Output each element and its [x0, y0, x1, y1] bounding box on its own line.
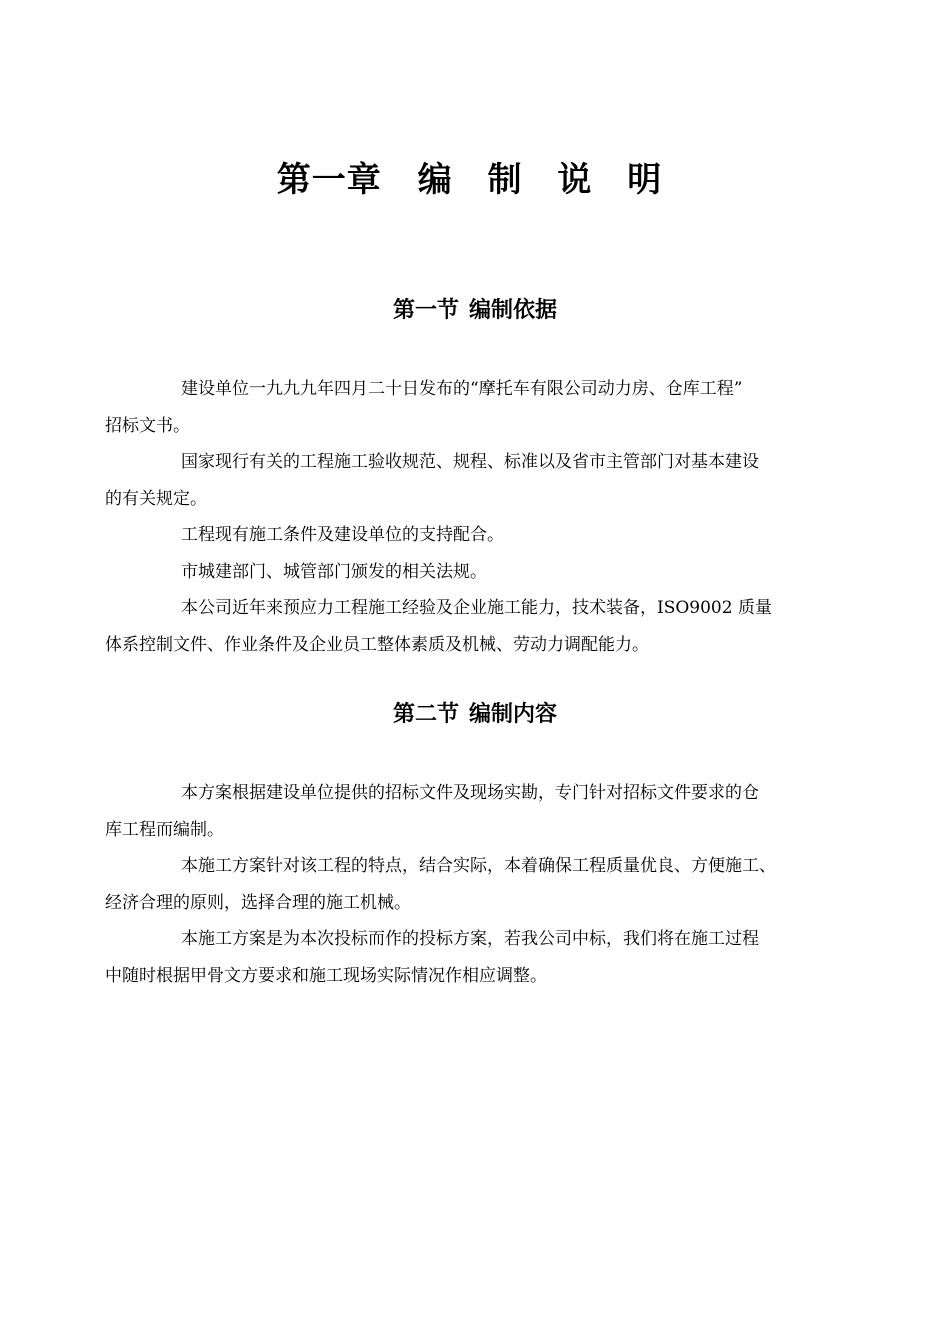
- paragraph-line: 本公司近年来预应力工程施工经验及企业施工能力，技术装备，ISO9002 质量: [181, 598, 772, 618]
- paragraph: [143, 517, 843, 554]
- chapter-name: 编 制 说 明: [417, 160, 674, 200]
- paragraph-line: 市城建部门、城管部门颁发的相关法规。: [181, 561, 487, 582]
- paragraph: [105, 848, 843, 921]
- paragraph: [105, 921, 843, 994]
- section-name: 编制内容: [469, 702, 558, 727]
- paragraph-line: 库工程而编制。: [105, 819, 224, 840]
- paragraph-line: 本方案根据建设单位提供的招标文件及现场实勘，专门针对招标文件要求的仓: [181, 783, 759, 803]
- paragraph: [105, 775, 843, 848]
- chapter-title: [0, 155, 950, 205]
- paragraph: [105, 590, 843, 663]
- paragraph-line: 本施工方案是为本次投标而作的投标方案，若我公司中标，我们将在施工过程: [181, 929, 759, 949]
- paragraph-line: 国家现行有关的工程施工验收规范、规程、标准以及省市主管部门对基本建设: [181, 452, 759, 472]
- paragraph-line: 体系控制文件、作业条件及企业员工整体素质及机械、劳动力调配能力。: [105, 634, 649, 655]
- paragraph-line: 经济合理的原则，选择合理的施工机械。: [105, 892, 411, 913]
- paragraph-line: 本施工方案针对该工程的特点，结合实际，本着确保工程质量优良、方便施工、: [181, 856, 776, 876]
- paragraph: [105, 444, 843, 517]
- section-number: 第二节: [392, 702, 459, 727]
- paragraph-line: 工程现有施工条件及建设单位的支持配合。: [181, 525, 504, 545]
- paragraph-line: 建设单位一九九九年四月二十日发布的“摩托车有限公司动力房、仓库工程”: [181, 379, 743, 399]
- section-2-body: [105, 775, 843, 994]
- paragraph-line: 的有关规定。: [105, 488, 207, 509]
- section-1-body: [105, 371, 843, 663]
- paragraph-line: 招标文书。: [105, 415, 190, 436]
- section-name: 编制依据: [469, 298, 558, 323]
- section-number: 第一节: [392, 298, 459, 323]
- section-title-2: [0, 699, 950, 731]
- chapter-number: 第一章: [276, 160, 382, 200]
- section-title-1: [0, 295, 950, 327]
- paragraph: [143, 554, 843, 591]
- paragraph-line: 中随时根据甲骨文方要求和施工现场实际情况作相应调整。: [105, 965, 547, 986]
- paragraph: [105, 371, 843, 444]
